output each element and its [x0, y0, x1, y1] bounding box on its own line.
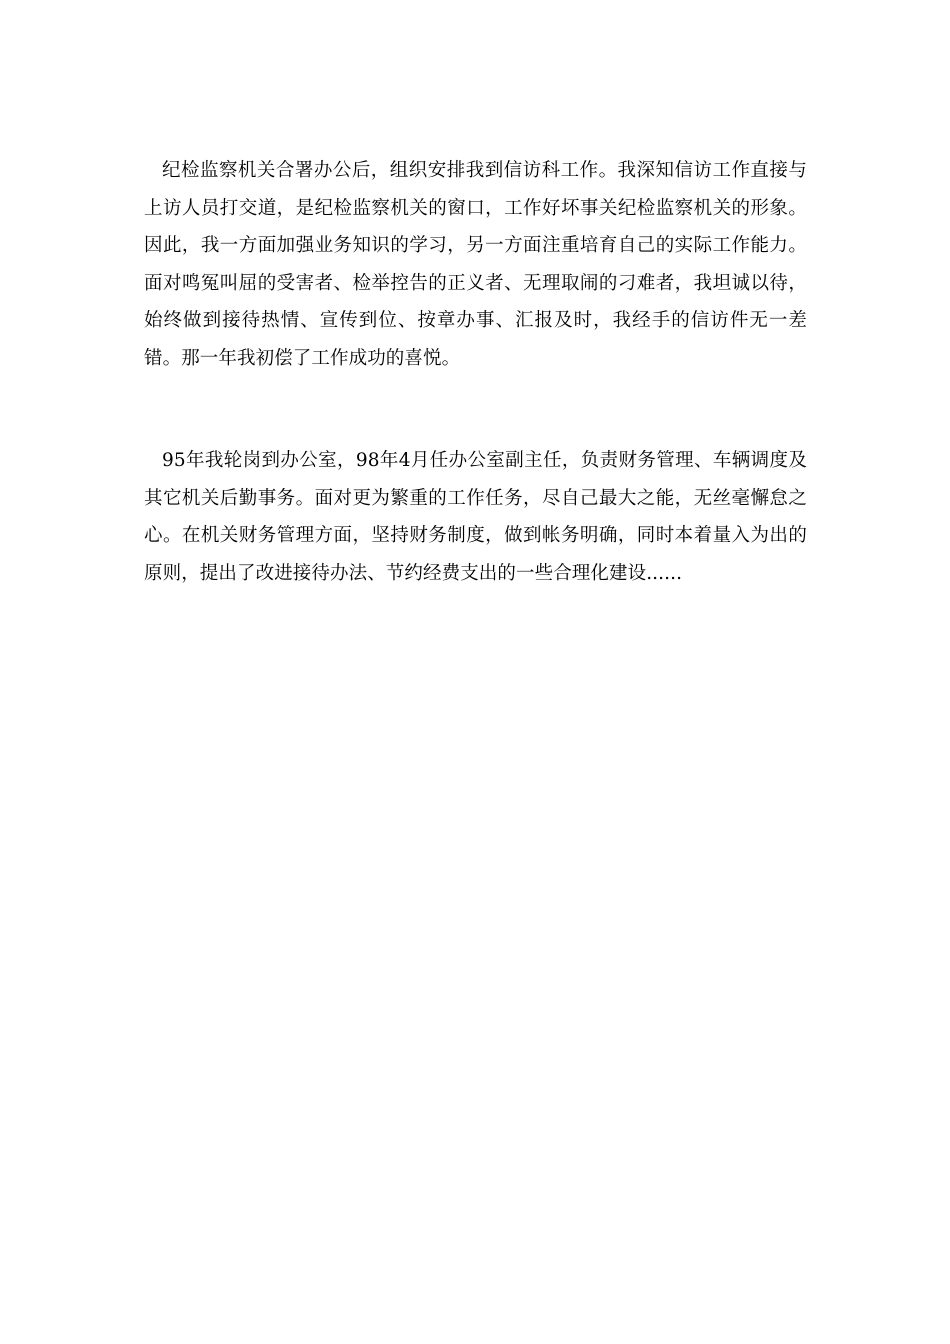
body-paragraph-2: 95年我轮岗到办公室，98年4月任办公室副主任，负责财务管理、车辆调度及其它机关后勤事务。面对更为繁重的工作任务，尽自己最大之能，无丝毫懈怠之心。在机关财务管理方面，坚持财务制度，做到帐务明确，同时本着量入为出的原则，提出了改进接待办法、节约经费支出的一些合理化建设......	[144, 450, 807, 584]
body-paragraph-1: 纪检监察机关合署办公后，组织安排我到信访科工作。我深知信访工作直接与上访人员打交道，是纪检监察机关的窗口，工作好坏事关纪检监察机关的形象。因此，我一方面加强业务知识的学习，另一方面注重培育自己的实际工作能力。面对鸣冤叫屈的受害者、检举控告的正义者、无理取闹的刁难者，我坦诚以待，始终做到接待热情、宣传到位、按章办事、汇报及时，我经手的信访件无一差错。那一年我初偿了工作成功的喜悦。	[144, 160, 807, 369]
